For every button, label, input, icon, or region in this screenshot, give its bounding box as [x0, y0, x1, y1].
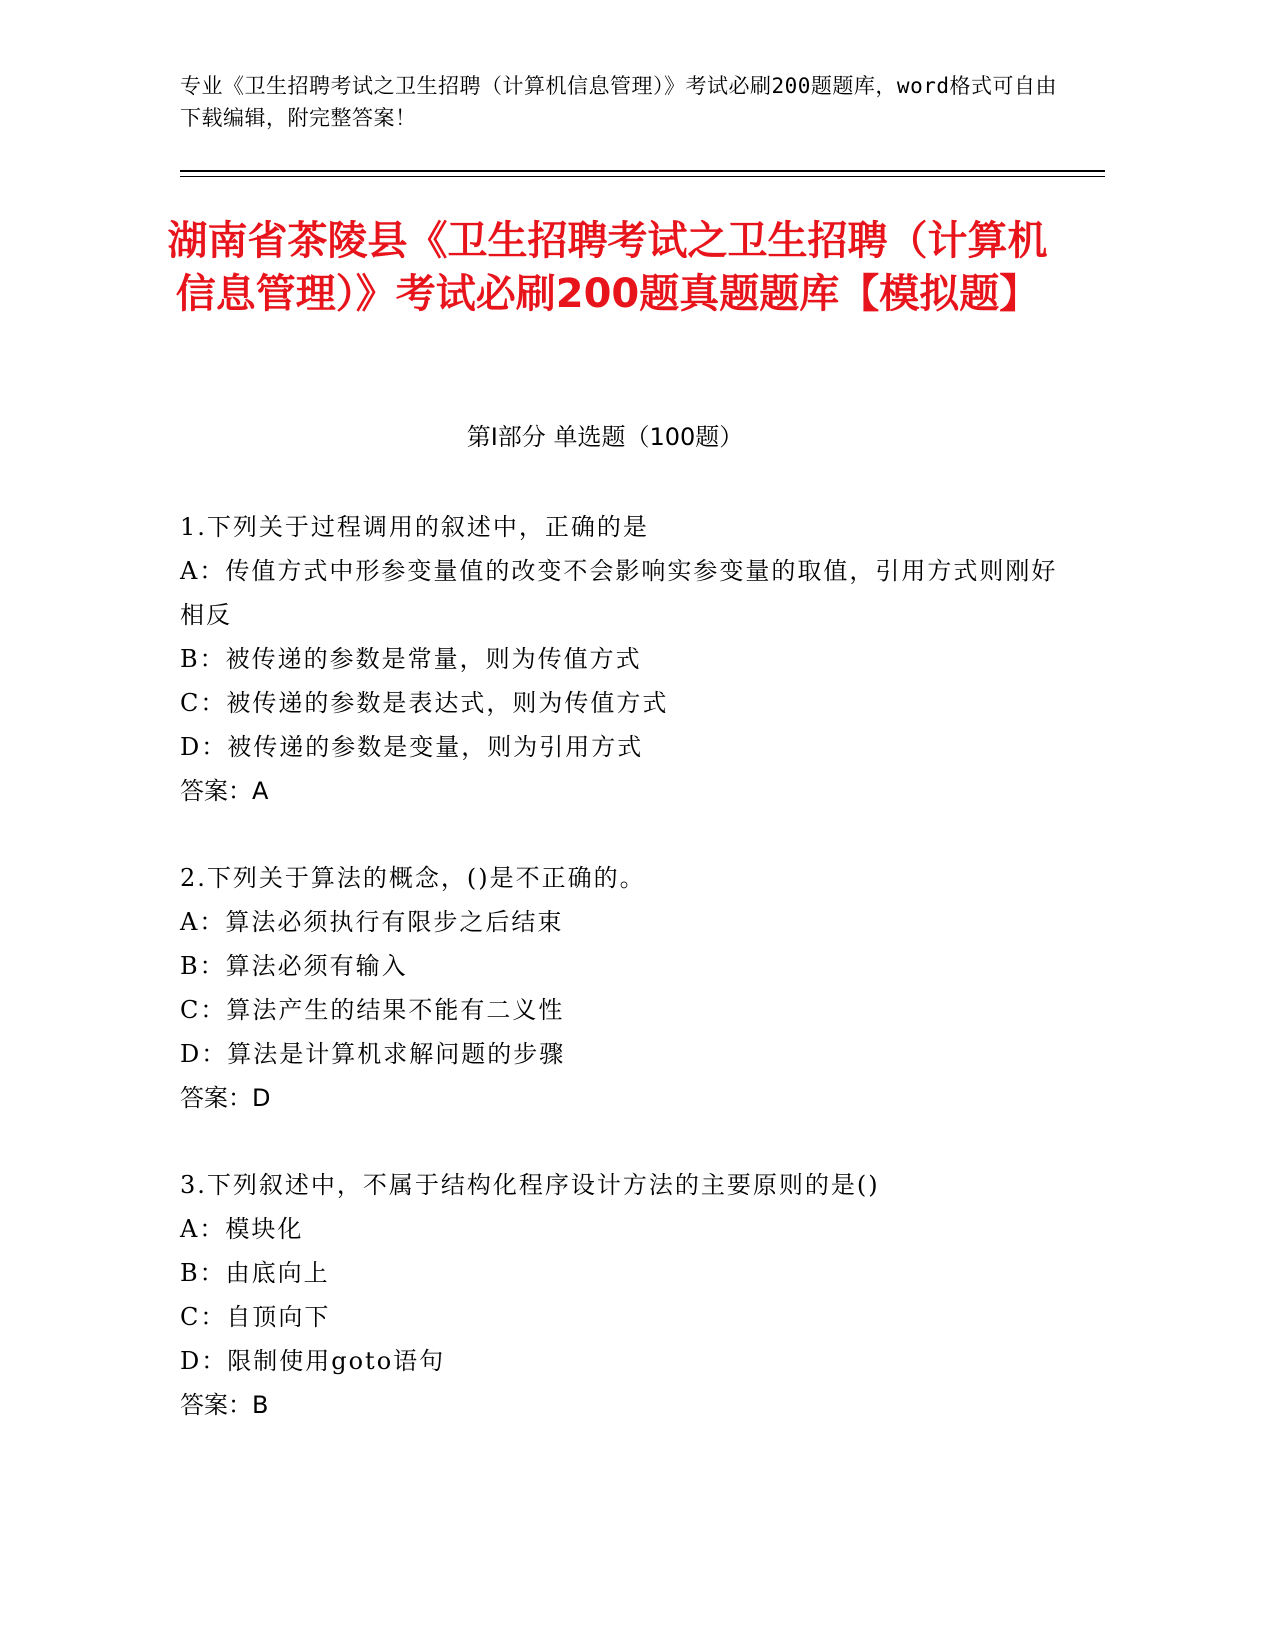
- answer-label: 答案：B: [180, 1391, 269, 1419]
- question-list: [180, 505, 1060, 1470]
- question-stem: 3.下列叙述中，不属于结构化程序设计方法的主要原则的是(): [180, 1171, 880, 1199]
- option-b: B：算法必须有输入: [180, 952, 408, 980]
- option-a: A：模块化: [180, 1215, 304, 1243]
- option-a: A：传值方式中形参变量值的改变不会影响实参变量的取值，引用方式则刚好相反: [180, 557, 1058, 629]
- header-note: 专业《卫生招聘考试之卫生招聘（计算机信息管理）》考试必刷200题题库，word格式可自由下载编辑，附完整答案！: [180, 74, 1057, 130]
- option-b: B：被传递的参数是常量，则为传值方式: [180, 645, 642, 673]
- option-c: C：算法产生的结果不能有二义性: [180, 996, 565, 1024]
- option-a: A：算法必须执行有限步之后结束: [180, 908, 564, 936]
- option-d: D：限制使用goto语句: [180, 1347, 446, 1375]
- option-d: D：算法是计算机求解问题的步骤: [180, 1040, 566, 1068]
- option-d: D：被传递的参数是变量，则为引用方式: [180, 733, 644, 761]
- question-2: [180, 856, 1060, 1120]
- question-1: [180, 505, 1060, 813]
- question-stem: 1.下列关于过程调用的叙述中，正确的是: [180, 513, 649, 541]
- question-stem: 2.下列关于算法的概念，()是不正确的。: [180, 864, 646, 892]
- document-title: 湖南省茶陵县《卫生招聘考试之卫生招聘（计算机信息管理）》考试必刷200题真题题库【模拟题】: [167, 218, 1048, 317]
- answer-label: 答案：D: [180, 1084, 271, 1112]
- section-title: 第Ⅰ部分 单选题（100题）: [466, 423, 744, 451]
- question-3: [180, 1163, 1060, 1427]
- header-divider-thick: [180, 170, 1105, 172]
- option-c: C：自顶向下: [180, 1303, 331, 1331]
- option-c: C：被传递的参数是表达式，则为传值方式: [180, 689, 669, 717]
- answer-label: 答案：A: [180, 777, 269, 805]
- header-divider-thin: [180, 176, 1105, 177]
- option-b: B：由底向上: [180, 1259, 330, 1287]
